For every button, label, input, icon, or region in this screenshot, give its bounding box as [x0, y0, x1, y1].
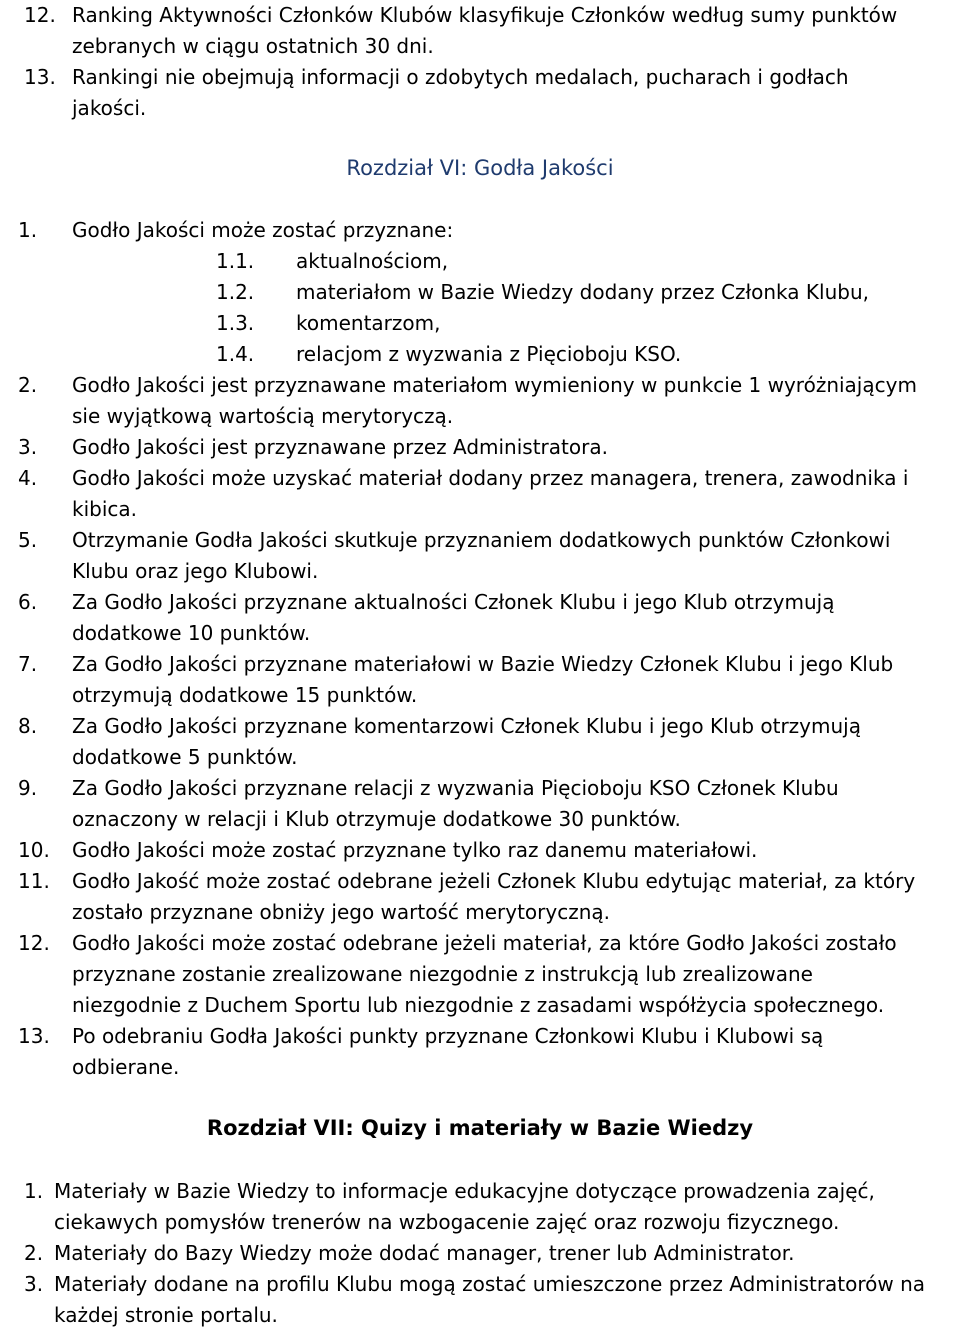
- list-item-text: otrzymują dodatkowe 15 punktów.: [72, 683, 418, 707]
- list-item-text: jakości.: [72, 96, 147, 120]
- list-item-text: Otrzymanie Godła Jakości skutkuje przyznaniem dodatkowych punktów Członkowi: [72, 528, 891, 552]
- list-item-number: 12.: [18, 931, 50, 955]
- list-item-text: Klubu oraz jego Klubowi.: [72, 559, 319, 583]
- list-item-number: 12.: [24, 3, 56, 27]
- list-item-text: Za Godło Jakości przyznane komentarzowi Członek Klubu i jego Klub otrzymują: [72, 714, 861, 738]
- list-item-text: Godło Jakość może zostać odebrane jeżeli Członek Klubu edytując materiał, za który: [72, 869, 916, 893]
- list-item-text: Ranking Aktywności Członków Klubów klasyfikuje Członków według sumy punktów: [72, 3, 898, 27]
- list-item-text: kibica.: [72, 497, 137, 521]
- list-item-text: zebranych w ciągu ostatnich 30 dni.: [72, 34, 434, 58]
- list-item-number: 2.: [24, 1241, 44, 1265]
- list-item-text: Godło Jakości może zostać przyznane:: [72, 218, 454, 242]
- list-item-number: 3.: [18, 435, 38, 459]
- list-item-number: 4.: [18, 466, 38, 490]
- list-item-text: odbierane.: [72, 1055, 180, 1079]
- list-item-number: 10.: [18, 838, 50, 862]
- sublist-item-text: relacjom z wyzwania z Pięcioboju KSO.: [296, 342, 682, 366]
- list-item-text: Za Godło Jakości przyznane aktualności Członek Klubu i jego Klub otrzymują: [72, 590, 835, 614]
- list-item-number: 9.: [18, 776, 38, 800]
- list-item-number: 8.: [18, 714, 38, 738]
- sublist-item-number: 1.4.: [216, 342, 255, 366]
- list-item-number: 7.: [18, 652, 38, 676]
- sublist-item-text: komentarzom,: [296, 311, 441, 335]
- list-item-text: niezgodnie z Duchem Sportu lub niezgodnie z zasadami współżycia społecznego.: [72, 993, 885, 1017]
- list-item-text: dodatkowe 5 punktów.: [72, 745, 298, 769]
- list-item-text: Po odebraniu Godła Jakości punkty przyznane Członkowi Klubu i Klubowi są: [72, 1024, 824, 1048]
- list-item-number: 1.: [24, 1179, 44, 1203]
- list-item-number: 13.: [18, 1024, 50, 1048]
- list-item-text: zostało przyznane obniży jego wartość merytoryczną.: [72, 900, 611, 924]
- list-item-number: 2.: [18, 373, 38, 397]
- list-item-text: dodatkowe 10 punktów.: [72, 621, 311, 645]
- list-item-text: każdej stronie portalu.: [54, 1303, 278, 1327]
- list-item-number: 3.: [24, 1272, 44, 1296]
- list-item-text: Godło Jakości może uzyskać materiał dodany przez managera, trenera, zawodnika i: [72, 466, 909, 490]
- list-item-number: 6.: [18, 590, 38, 614]
- list-item-text: Rankingi nie obejmują informacji o zdobytych medalach, pucharach i godłach: [72, 65, 849, 89]
- list-item-text: ciekawych pomysłów trenerów na wzbogacenie zajęć oraz rozwoju fizycznego.: [54, 1210, 840, 1234]
- list-item-number: 1.: [18, 218, 38, 242]
- chapter-7-title: Rozdział VII: Quizy i materiały w Bazie Wiedzy: [206, 1116, 754, 1140]
- sublist-item-text: aktualnościom,: [296, 249, 449, 273]
- list-item-text: Za Godło Jakości przyznane materiałowi w Bazie Wiedzy Członek Klubu i jego Klub: [72, 652, 894, 676]
- list-item-text: Godło Jakości może zostać odebrane jeżeli materiał, za które Godło Jakości zostało: [72, 931, 897, 955]
- list-item-text: Materiały dodane na profilu Klubu mogą zostać umieszczone przez Administratorów na: [54, 1272, 926, 1296]
- list-item-text: Materiały do Bazy Wiedzy może dodać manager, trener lub Administrator.: [54, 1241, 795, 1265]
- sublist-item-text: materiałom w Bazie Wiedzy dodany przez Członka Klubu,: [296, 280, 869, 304]
- chapter-6-title: Rozdział VI: Godła Jakości: [346, 156, 614, 180]
- sublist-item-number: 1.2.: [216, 280, 255, 304]
- list-item-text: sie wyjątkową wartością merytoryczą.: [72, 404, 454, 428]
- list-item-text: oznaczony w relacji i Klub otrzymuje dodatkowe 30 punktów.: [72, 807, 681, 831]
- list-item-text: Materiały w Bazie Wiedzy to informacje edukacyjne dotyczące prowadzenia zajęć,: [54, 1179, 875, 1203]
- list-item-text: Za Godło Jakości przyznane relacji z wyzwania Pięcioboju KSO Członek Klubu: [72, 776, 839, 800]
- sublist-item-number: 1.3.: [216, 311, 255, 335]
- list-item-number: 13.: [24, 65, 56, 89]
- list-item-number: 5.: [18, 528, 38, 552]
- sublist-item-number: 1.1.: [216, 249, 255, 273]
- list-item-text: przyznane zostanie zrealizowane niezgodnie z instrukcją lub zrealizowane: [72, 962, 813, 986]
- list-item-text: Godło Jakości jest przyznawane materiałom wymieniony w punkcie 1 wyróżniającym: [72, 373, 917, 397]
- list-item-text: Godło Jakości może zostać przyznane tylko raz danemu materiałowi.: [72, 838, 758, 862]
- list-item-text: Godło Jakości jest przyznawane przez Administratora.: [72, 435, 608, 459]
- list-item-number: 11.: [18, 869, 50, 893]
